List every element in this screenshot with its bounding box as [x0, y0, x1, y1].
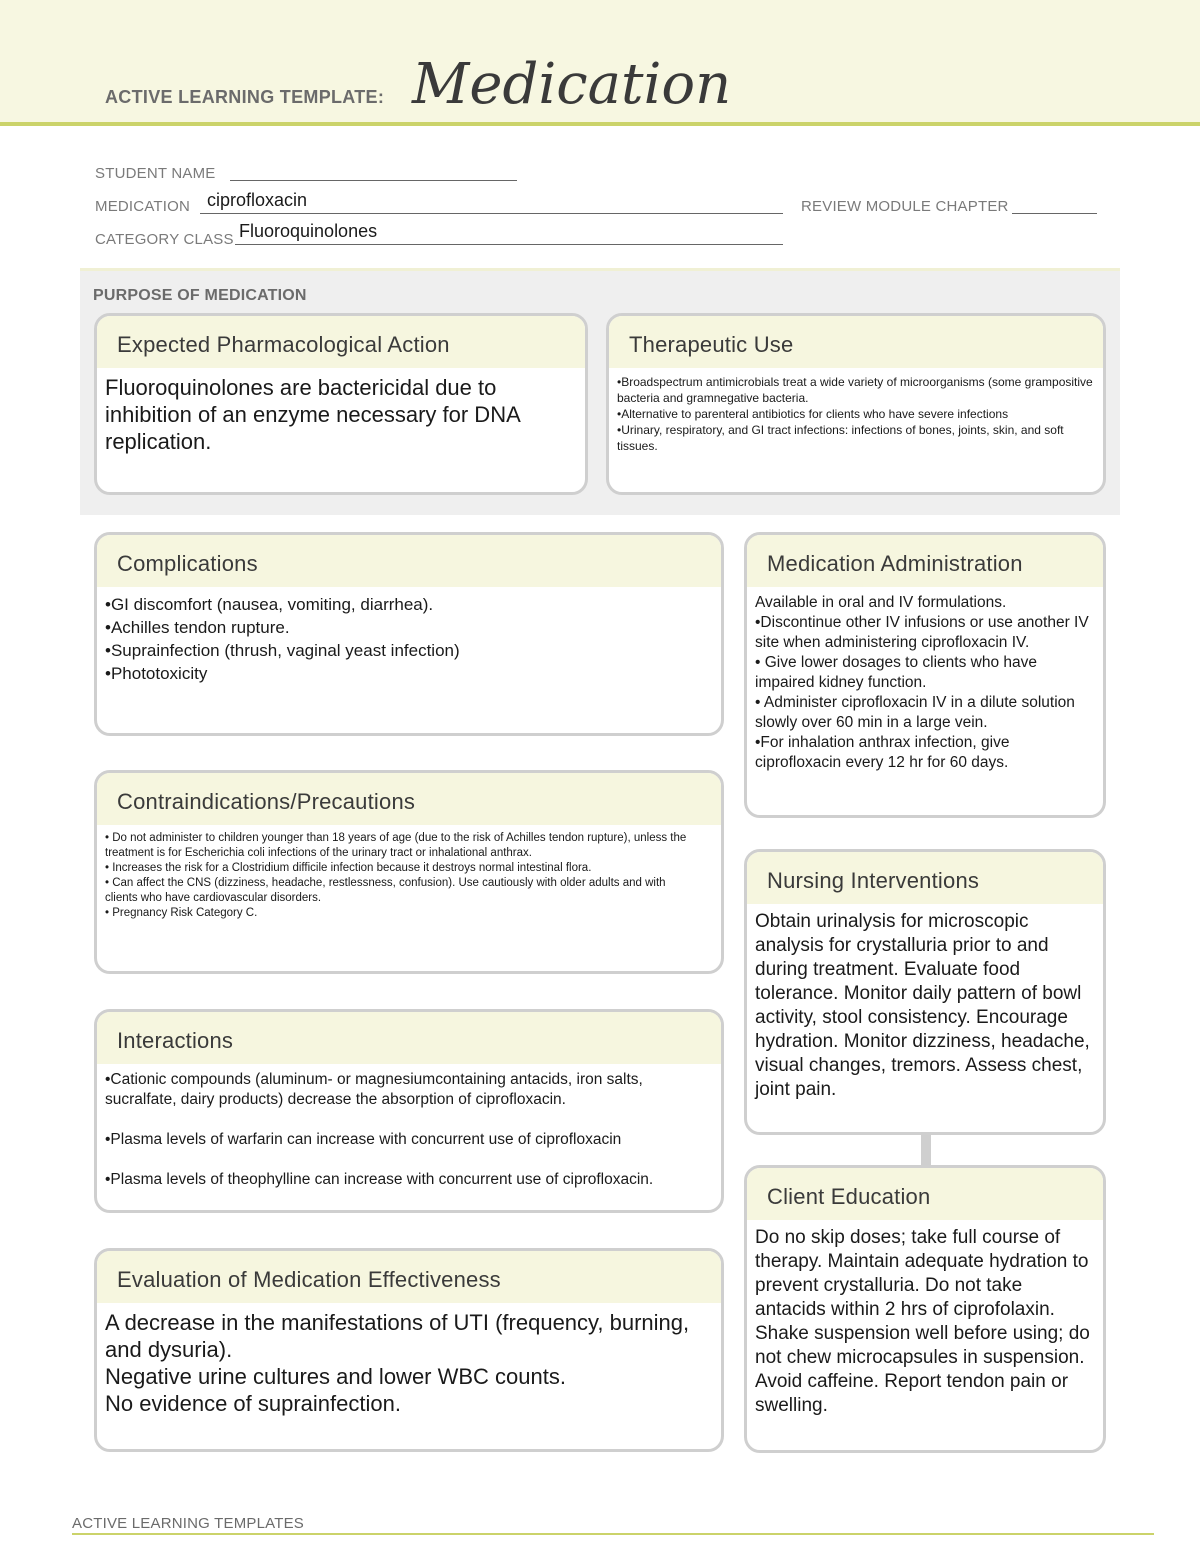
page-title: Medication — [412, 52, 732, 117]
purpose-title: PURPOSE OF MEDICATION — [93, 287, 307, 304]
student-name-line — [230, 180, 517, 181]
template-label: ACTIVE LEARNING TEMPLATE: — [105, 87, 385, 107]
medication-line — [200, 213, 783, 214]
expected-action-body[interactable]: Fluoroquinolones are bactericidal due to inhibition of an enzyme necessary for DNA replication. — [105, 375, 520, 454]
therapeutic-use-box — [606, 313, 1106, 495]
student-name-label: STUDENT NAME — [95, 165, 216, 182]
complications-box — [94, 532, 724, 736]
medication-label: MEDICATION — [95, 198, 191, 215]
complications-body[interactable]: •GI discomfort (nausea, vomiting, diarrhea). •Achilles tendon rupture. •Suprainfection (thrush, vaginal yeast infection) •Phototoxicity — [105, 595, 460, 683]
category-class-label: CATEGORY CLASS — [95, 231, 234, 248]
therapeutic-use-heading: Therapeutic Use — [609, 316, 1103, 368]
review-module-line — [1012, 213, 1097, 214]
nursing-interventions-box — [744, 849, 1106, 1135]
medication-administration-box — [744, 532, 1106, 818]
contraindications-heading: Contraindications/Precautions — [97, 773, 721, 825]
expected-action-box — [94, 313, 588, 495]
footer-rule — [72, 1533, 1154, 1535]
interactions-heading: Interactions — [97, 1012, 721, 1064]
client-education-box — [744, 1165, 1106, 1453]
evaluation-box — [94, 1248, 724, 1452]
client-education-heading: Client Education — [747, 1168, 1103, 1220]
footer-text: ACTIVE LEARNING TEMPLATES — [72, 1515, 304, 1532]
interactions-box — [94, 1009, 724, 1213]
connector-bar — [921, 1134, 931, 1166]
complications-heading: Complications — [97, 535, 721, 587]
category-class-field[interactable]: Fluoroquinolones — [239, 221, 378, 241]
category-class-line — [235, 244, 783, 245]
contraindications-box — [94, 770, 724, 974]
evaluation-heading: Evaluation of Medication Effectiveness — [97, 1251, 721, 1303]
expected-action-heading: Expected Pharmacological Action — [97, 316, 585, 368]
interactions-body[interactable]: •Cationic compounds (aluminum- or magnesiumcontaining antacids, iron salts, sucralfate, dairy products) decrease the absorption of ciprofloxacin. •Plasma levels of warfarin can increase with concurrent use of ciprofloxacin •Plasma levels of theophylline can increase with concurrent use of ciprofloxacin. — [105, 1071, 654, 1188]
medication-field[interactable]: ciprofloxacin — [207, 190, 308, 210]
therapeutic-use-body[interactable]: •Broadspectrum antimicrobials treat a wide variety of microorganisms (some grampositive bacteria and gramnegative bacteria. •Alternative to parenteral antibiotics for clients who have severe infections •Urinary, respiratory, and GI tract infections: infections of bones, joints, skin, and soft tissues. — [617, 375, 1093, 453]
medication-administration-heading: Medication Administration — [747, 535, 1103, 587]
contraindications-body[interactable]: • Do not administer to children younger than 18 years of age (due to the risk of Achilles tendon rupture), unless the treatment is for Escherichia coli infections of the urinary tract or inhalational anthrax. • Increases the risk for a Clostridium difficile infection because it destroys normal intestinal flora. • Can affect the CNS (dizziness, headache, restlessness, confusion). Use cautiously with older adults and with clients who have cardiovascular disorders. • Pregnancy Risk Category C. — [105, 832, 687, 919]
review-module-label: REVIEW MODULE CHAPTER — [801, 198, 1009, 215]
header-rule — [0, 122, 1200, 126]
evaluation-body[interactable]: A decrease in the manifestations of UTI (frequency, burning, and dysuria). Negative urine cultures and lower WBC counts. No evidence of suprainfection. — [105, 1310, 690, 1416]
medication-administration-body[interactable]: Available in oral and IV formulations. •Discontinue other IV infusions or use another IV site when administering ciprofloxacin IV. • Give lower dosages to clients who have impaired kidney function. • Administer ciprofloxacin IV in a dilute solution slowly over 60 min in a large vein. •For inhalation anthrax infection, give ciprofloxacin every 12 hr for 60 days. — [755, 594, 1089, 771]
nursing-interventions-body[interactable]: Obtain urinalysis for microscopic analysis for crystalluria prior to and during treatment. Evaluate food tolerance. Monitor daily pattern of bowl activity, stool consistency. Encourage hydration. Monitor dizziness, headache, visual changes, tremors. Assess chest, joint pain. — [755, 911, 1090, 1100]
client-education-body[interactable]: Do no skip doses; take full course of therapy. Maintain adequate hydration to prevent crystalluria. Do not take antacids within 2 hrs of ciprofolaxin. Shake suspension well before using; do not chew microcapsules in suspension. Avoid caffeine. Report tendon pain or swelling. — [755, 1227, 1090, 1416]
nursing-interventions-heading: Nursing Interventions — [747, 852, 1103, 904]
